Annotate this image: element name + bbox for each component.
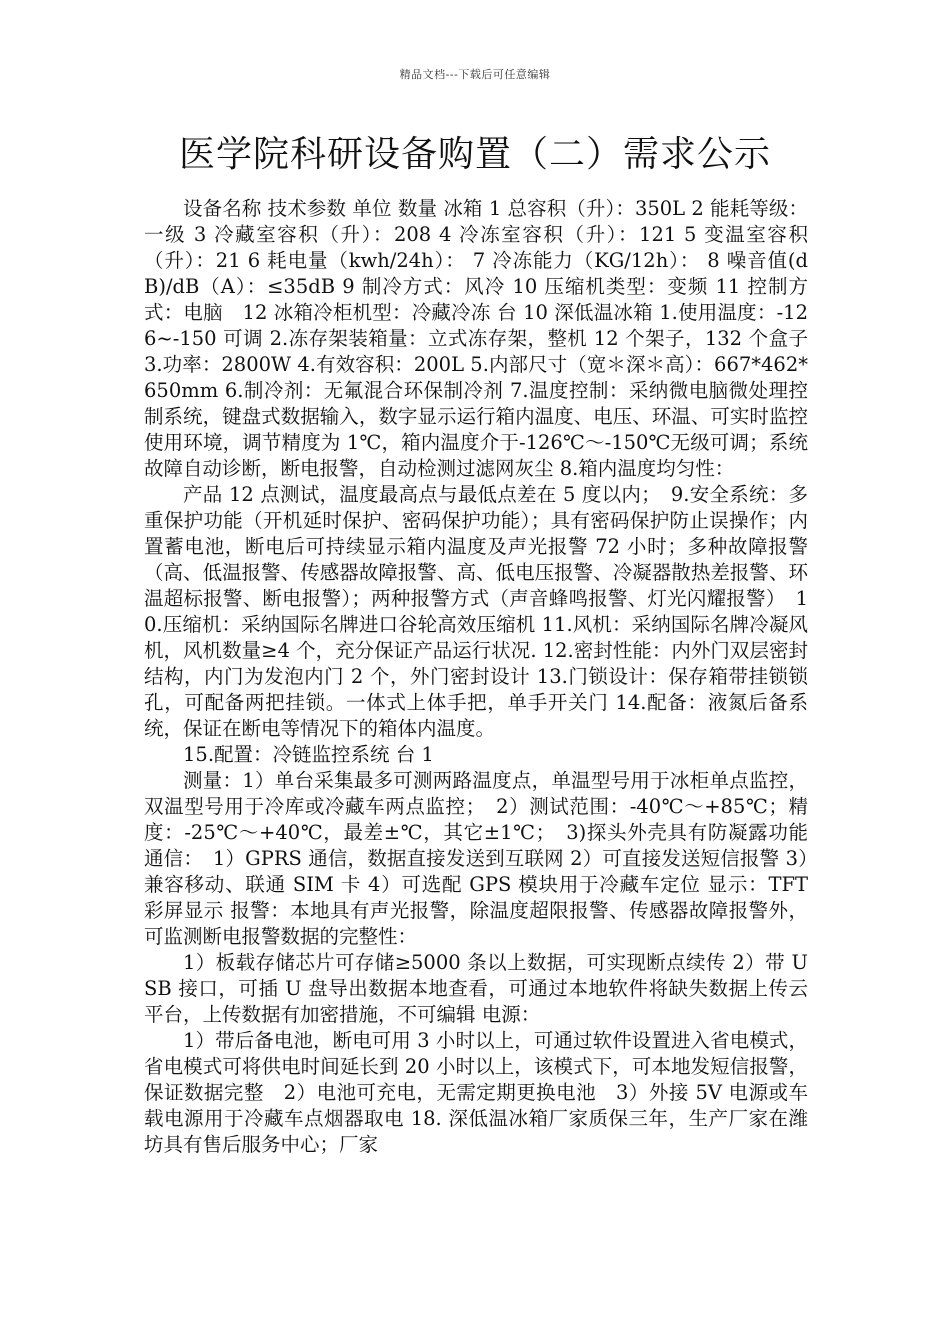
paragraph: 设备名称 技术参数 单位 数量 冰箱 1 总容积（升）：350L 2 能耗等级：一级 3 冷藏室容积（升）：208 4 冷冻室容积（升）：121 5 变温室容积（升）：21 6 耗电量（kwh/24h）： 7 冷冻能力（KG/12h）： 8 噪音值(dB)/dB（A）：≤35dB 9 制冷方式：风冷 10 压缩机类型：变频 11 控制方式：电脑 12 冰箱冷柜机型：冷藏冷冻 台 10 深低温冰箱 1.使用温度：-126~-150 可调 2.冻存架装箱量：立式冻存架，整机 12 个架子，132 个盒子 3.功率：2800W 4.有效容积：200L 5.内部尺寸（宽＊深＊高）：667*462*650mm 6.制冷剂：无氟混合环保制冷剂 7.温度控制：采纳微电脑微处理控制系统，键盘式数据输入，数字显示运行箱内温度、电压、环温、可实时监控使用环境，调节精度为 1℃，箱内温度介于-126℃～-150℃无级可调；系统故障自动诊断，断电报警，自动检测过滤网灰尘 8.箱内温度均匀性：: [144, 197, 808, 480]
page-title: 医学院科研设备购置（二）需求公示: [178, 134, 771, 175]
paragraph: 1）带后备电池，断电可用 3 小时以上，可通过软件设置进入省电模式，省电模式可将供电时间延长到 20 小时以上，该模式下，可本地发短信报警，保证数据完整 2）电池可充电，无需定期更换电池 3）外接 5V 电源或车载电源用于冷藏车点烟器取电 18. 深低温冰箱厂家质保三年，生产厂家在潍坊具有售后服务中心；厂家: [144, 1029, 808, 1156]
paragraph: 产品 12 点测试，温度最高点与最低点差在 5 度以内； 9.安全系统：多重保护功能（开机延时保护、密码保护功能）；具有密码保护防止误操作；内置蓄电池，断电后可持续显示箱内温度及声光报警 72 小时；多种故障报警（高、低温报警、传感器故障报警、高、低电压报警、冷凝器散热差报警、环温超标报警、断电报警）；两种报警方式（声音蜂鸣报警、灯光闪耀报警） 10.压缩机：采纳国际名牌进口谷轮高效压缩机 11.风机：采纳国际名牌冷凝风机，风机数量≥4 个，充分保证产品运行状况. 12.密封性能：内外门双层密封结构，内门为发泡内门 2 个，外门密封设计 13.门锁设计：保存箱带挂锁锁孔，可配备两把挂锁。一体式上体手把，单手开关门 14.配备：液氮后备系统，保证在断电等情况下的箱体内温度。: [144, 483, 808, 740]
paragraph: 测量：1）单台采集最多可测两路温度点，单温型号用于冰柜单点监控，双温型号用于冷库或冷藏车两点监控； 2）测试范围：-40℃～+85℃；精度：-25℃～+40℃，最差±℃，其它±1℃； 3)探头外壳具有防凝露功能 通信： 1）GPRS 通信，数据直接发送到互联网 2）可直接发送短信报警 3）兼容移动、联通 SIM 卡 4）可选配 GPS 模块用于冷藏车定位 显示：TFT 彩屏显示 报警：本地具有声光报警，除温度超限报警、传感器故障报警外，可监测断电报警数据的完整性：: [144, 769, 808, 948]
document-body: [144, 196, 808, 1158]
paragraph: 1）板载存储芯片可存储≥5000 条以上数据，可实现断点续传 2）带 USB 接口，可插 U 盘导出数据本地查看，可通过本地软件将缺失数据上传云平台，上传数据有加密措施，不可编辑 电源：: [144, 951, 808, 1026]
paragraph: 15.配置：冷链监控系统 台 1: [183, 743, 434, 766]
header-note: 精品文档---下载后可任意编辑: [399, 68, 551, 81]
